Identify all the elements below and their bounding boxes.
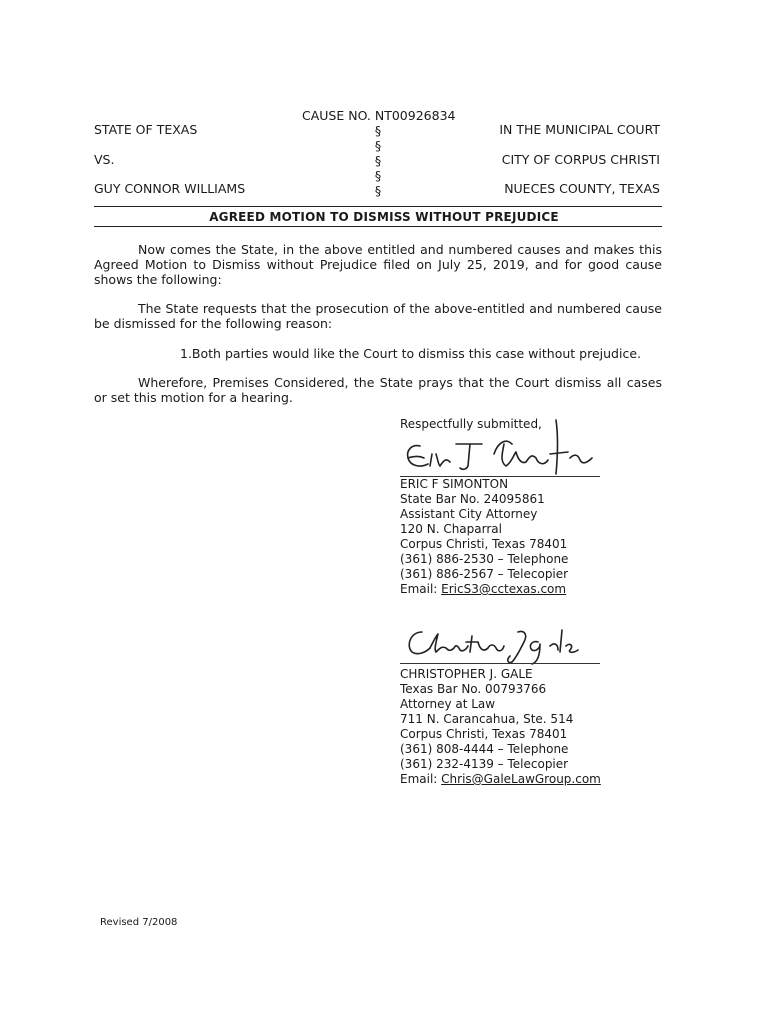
signature-christopher-gale bbox=[400, 622, 605, 666]
signature-line bbox=[400, 663, 600, 664]
court-name: IN THE MUNICIPAL COURT bbox=[499, 122, 660, 137]
section-mark: § bbox=[374, 183, 382, 198]
paragraph-opening bbox=[94, 242, 662, 287]
signature-eric-simonton bbox=[398, 414, 603, 478]
title-bottom-rule bbox=[94, 226, 662, 227]
signer-role: Attorney at Law bbox=[400, 697, 496, 711]
paragraph-prayer-text: Wherefore, Premises Considered, the State prays that the Court dismiss all cases or set this motion for a hearing. bbox=[94, 375, 662, 405]
cause-number: CAUSE NO. NT00926834 bbox=[302, 108, 456, 123]
dismissal-reason: 1.Both parties would like the Court to dismiss this case without prejudice. bbox=[180, 346, 641, 361]
email-link[interactable]: EricS3@cctexas.com bbox=[441, 582, 567, 596]
document-title: AGREED MOTION TO DISMISS WITHOUT PREJUDICE bbox=[209, 210, 559, 224]
signer-email-row bbox=[400, 582, 630, 597]
signer-name: CHRISTOPHER J. GALE bbox=[400, 667, 533, 681]
signer-address-line-1: 711 N. Carancahua, Ste. 514 bbox=[400, 712, 574, 726]
paragraph-request bbox=[94, 301, 662, 331]
signer-phone: (361) 886-2530 – Telephone bbox=[400, 552, 569, 566]
section-mark: § bbox=[374, 123, 382, 138]
signer-email-row bbox=[400, 772, 630, 787]
party-state: STATE OF TEXAS bbox=[94, 122, 198, 137]
signer-name: ERIC F SIMONTON bbox=[400, 477, 509, 491]
email-label: Email: bbox=[400, 582, 442, 596]
section-mark: § bbox=[374, 168, 382, 183]
paragraph-opening-text: Now comes the State, in the above entitled and numbered causes and makes this Agreed Motion to Dismiss without Prejudice filed on July 25, 2019, and for good cause shows the following: bbox=[94, 242, 662, 287]
signer-address-line-1: 120 N. Chaparral bbox=[400, 522, 502, 536]
signer-address-line-2: Corpus Christi, Texas 78401 bbox=[400, 537, 568, 551]
signer-block-1 bbox=[400, 477, 630, 597]
party-defendant: GUY CONNOR WILLIAMS bbox=[94, 181, 246, 196]
section-mark: § bbox=[374, 153, 382, 168]
paragraph-prayer bbox=[94, 375, 662, 405]
party-vs: VS. bbox=[94, 152, 115, 167]
section-mark: § bbox=[374, 138, 382, 153]
paragraph-request-text: The State requests that the prosecution of the above-entitled and numbered cause be dismissed for the following reason: bbox=[94, 301, 662, 331]
signer-block-2 bbox=[400, 667, 630, 787]
signer-fax: (361) 232-4139 – Telecopier bbox=[400, 757, 569, 771]
revision-note: Revised 7/2008 bbox=[100, 917, 178, 928]
email-label: Email: bbox=[400, 772, 442, 786]
signer-address-line-2: Corpus Christi, Texas 78401 bbox=[400, 727, 568, 741]
signer-bar-number: State Bar No. 24095861 bbox=[400, 492, 545, 506]
signer-phone: (361) 808-4444 – Telephone bbox=[400, 742, 569, 756]
signer-role: Assistant City Attorney bbox=[400, 507, 538, 521]
email-link[interactable]: Chris@GaleLawGroup.com bbox=[441, 772, 601, 786]
respectfully-submitted: Respectfully submitted, bbox=[400, 417, 542, 431]
court-county: NUECES COUNTY, TEXAS bbox=[504, 181, 660, 196]
court-city: CITY OF CORPUS CHRISTI bbox=[501, 152, 660, 167]
title-top-rule bbox=[94, 206, 662, 207]
signer-fax: (361) 886-2567 – Telecopier bbox=[400, 567, 569, 581]
signer-bar-number: Texas Bar No. 00793766 bbox=[400, 682, 547, 696]
